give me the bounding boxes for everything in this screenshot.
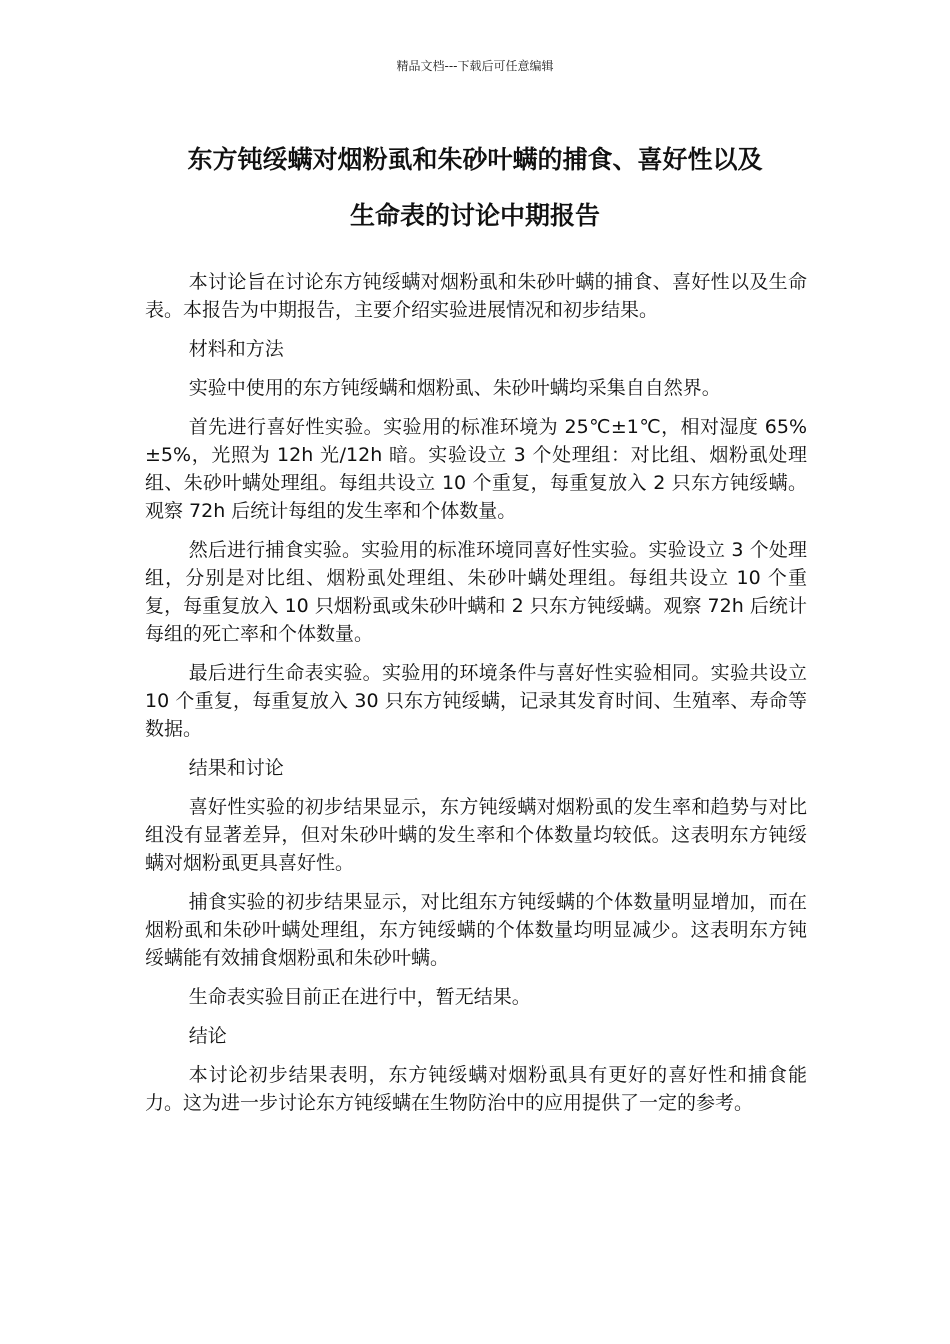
materials-paragraph: 实验中使用的东方钝绥螨和烟粉虱、朱砂叶螨均采集自自然界。 [188, 377, 721, 399]
predation-method-paragraph: 然后进行捕食实验。实验用的标准环境同喜好性实验。实验设立 3 个处理组，分别是对比组、烟粉虱处理组、朱砂叶螨处理组。每组共设立 10 个重复，每重复放入 10 只烟粉虱或朱砂叶螨和 2 只东方钝绥螨。观察 72h 后统计每组的死亡率和个体数量。 [145, 539, 807, 645]
life-table-method-paragraph: 最后进行生命表实验。实验用的环境条件与喜好性实验相同。实验共设立 10 个重复，每重复放入 30 只东方钝绥螨，记录其发育时间、生殖率、寿命等数据。 [145, 662, 807, 740]
section-heading-methods: 材料和方法 [188, 338, 284, 360]
predation-result-paragraph: 捕食实验的初步结果显示，对比组东方钝绥螨的个体数量明显增加，而在烟粉虱和朱砂叶螨处理组，东方钝绥螨的个体数量均明显减少。这表明东方钝绥螨能有效捕食烟粉虱和朱砂叶螨。 [145, 891, 807, 969]
section-heading-conclusion: 结论 [188, 1025, 227, 1047]
conclusion-paragraph: 本讨论初步结果表明，东方钝绥螨对烟粉虱具有更好的喜好性和捕食能力。这为进一步讨论东方钝绥螨在生物防治中的应用提供了一定的参考。 [145, 1064, 807, 1114]
section-heading-results: 结果和讨论 [188, 757, 284, 779]
document-title [140, 132, 810, 244]
title-line-1: 东方钝绥螨对烟粉虱和朱砂叶螨的捕食、喜好性以及 [187, 145, 763, 174]
preference-result-paragraph: 喜好性实验的初步结果显示，东方钝绥螨对烟粉虱的发生率和趋势与对比组没有显著差异，但对朱砂叶螨的发生率和个体数量均较低。这表明东方钝绥螨对烟粉虱更具喜好性。 [145, 796, 807, 874]
title-line-2: 生命表的讨论中期报告 [349, 201, 600, 230]
preference-method-paragraph: 首先进行喜好性实验。实验用的标准环境为 25℃±1℃，相对湿度 65%±5%，光照为 12h 光/12h 暗。实验设立 3 个处理组：对比组、烟粉虱处理组、朱砂叶螨处理组。每组共设立 10 个重复，每重复放入 2 只东方钝绥螨。观察 72h 后统计每组的发生率和个体数量。 [145, 416, 807, 522]
document-body [145, 268, 807, 1128]
intro-paragraph: 本讨论旨在讨论东方钝绥螨对烟粉虱和朱砂叶螨的捕食、喜好性以及生命表。本报告为中期报告，主要介绍实验进展情况和初步结果。 [145, 271, 807, 321]
life-table-result-paragraph: 生命表实验目前正在进行中，暂无结果。 [188, 986, 531, 1008]
header-note: 精品文档---下载后可任意编辑 [396, 59, 554, 73]
